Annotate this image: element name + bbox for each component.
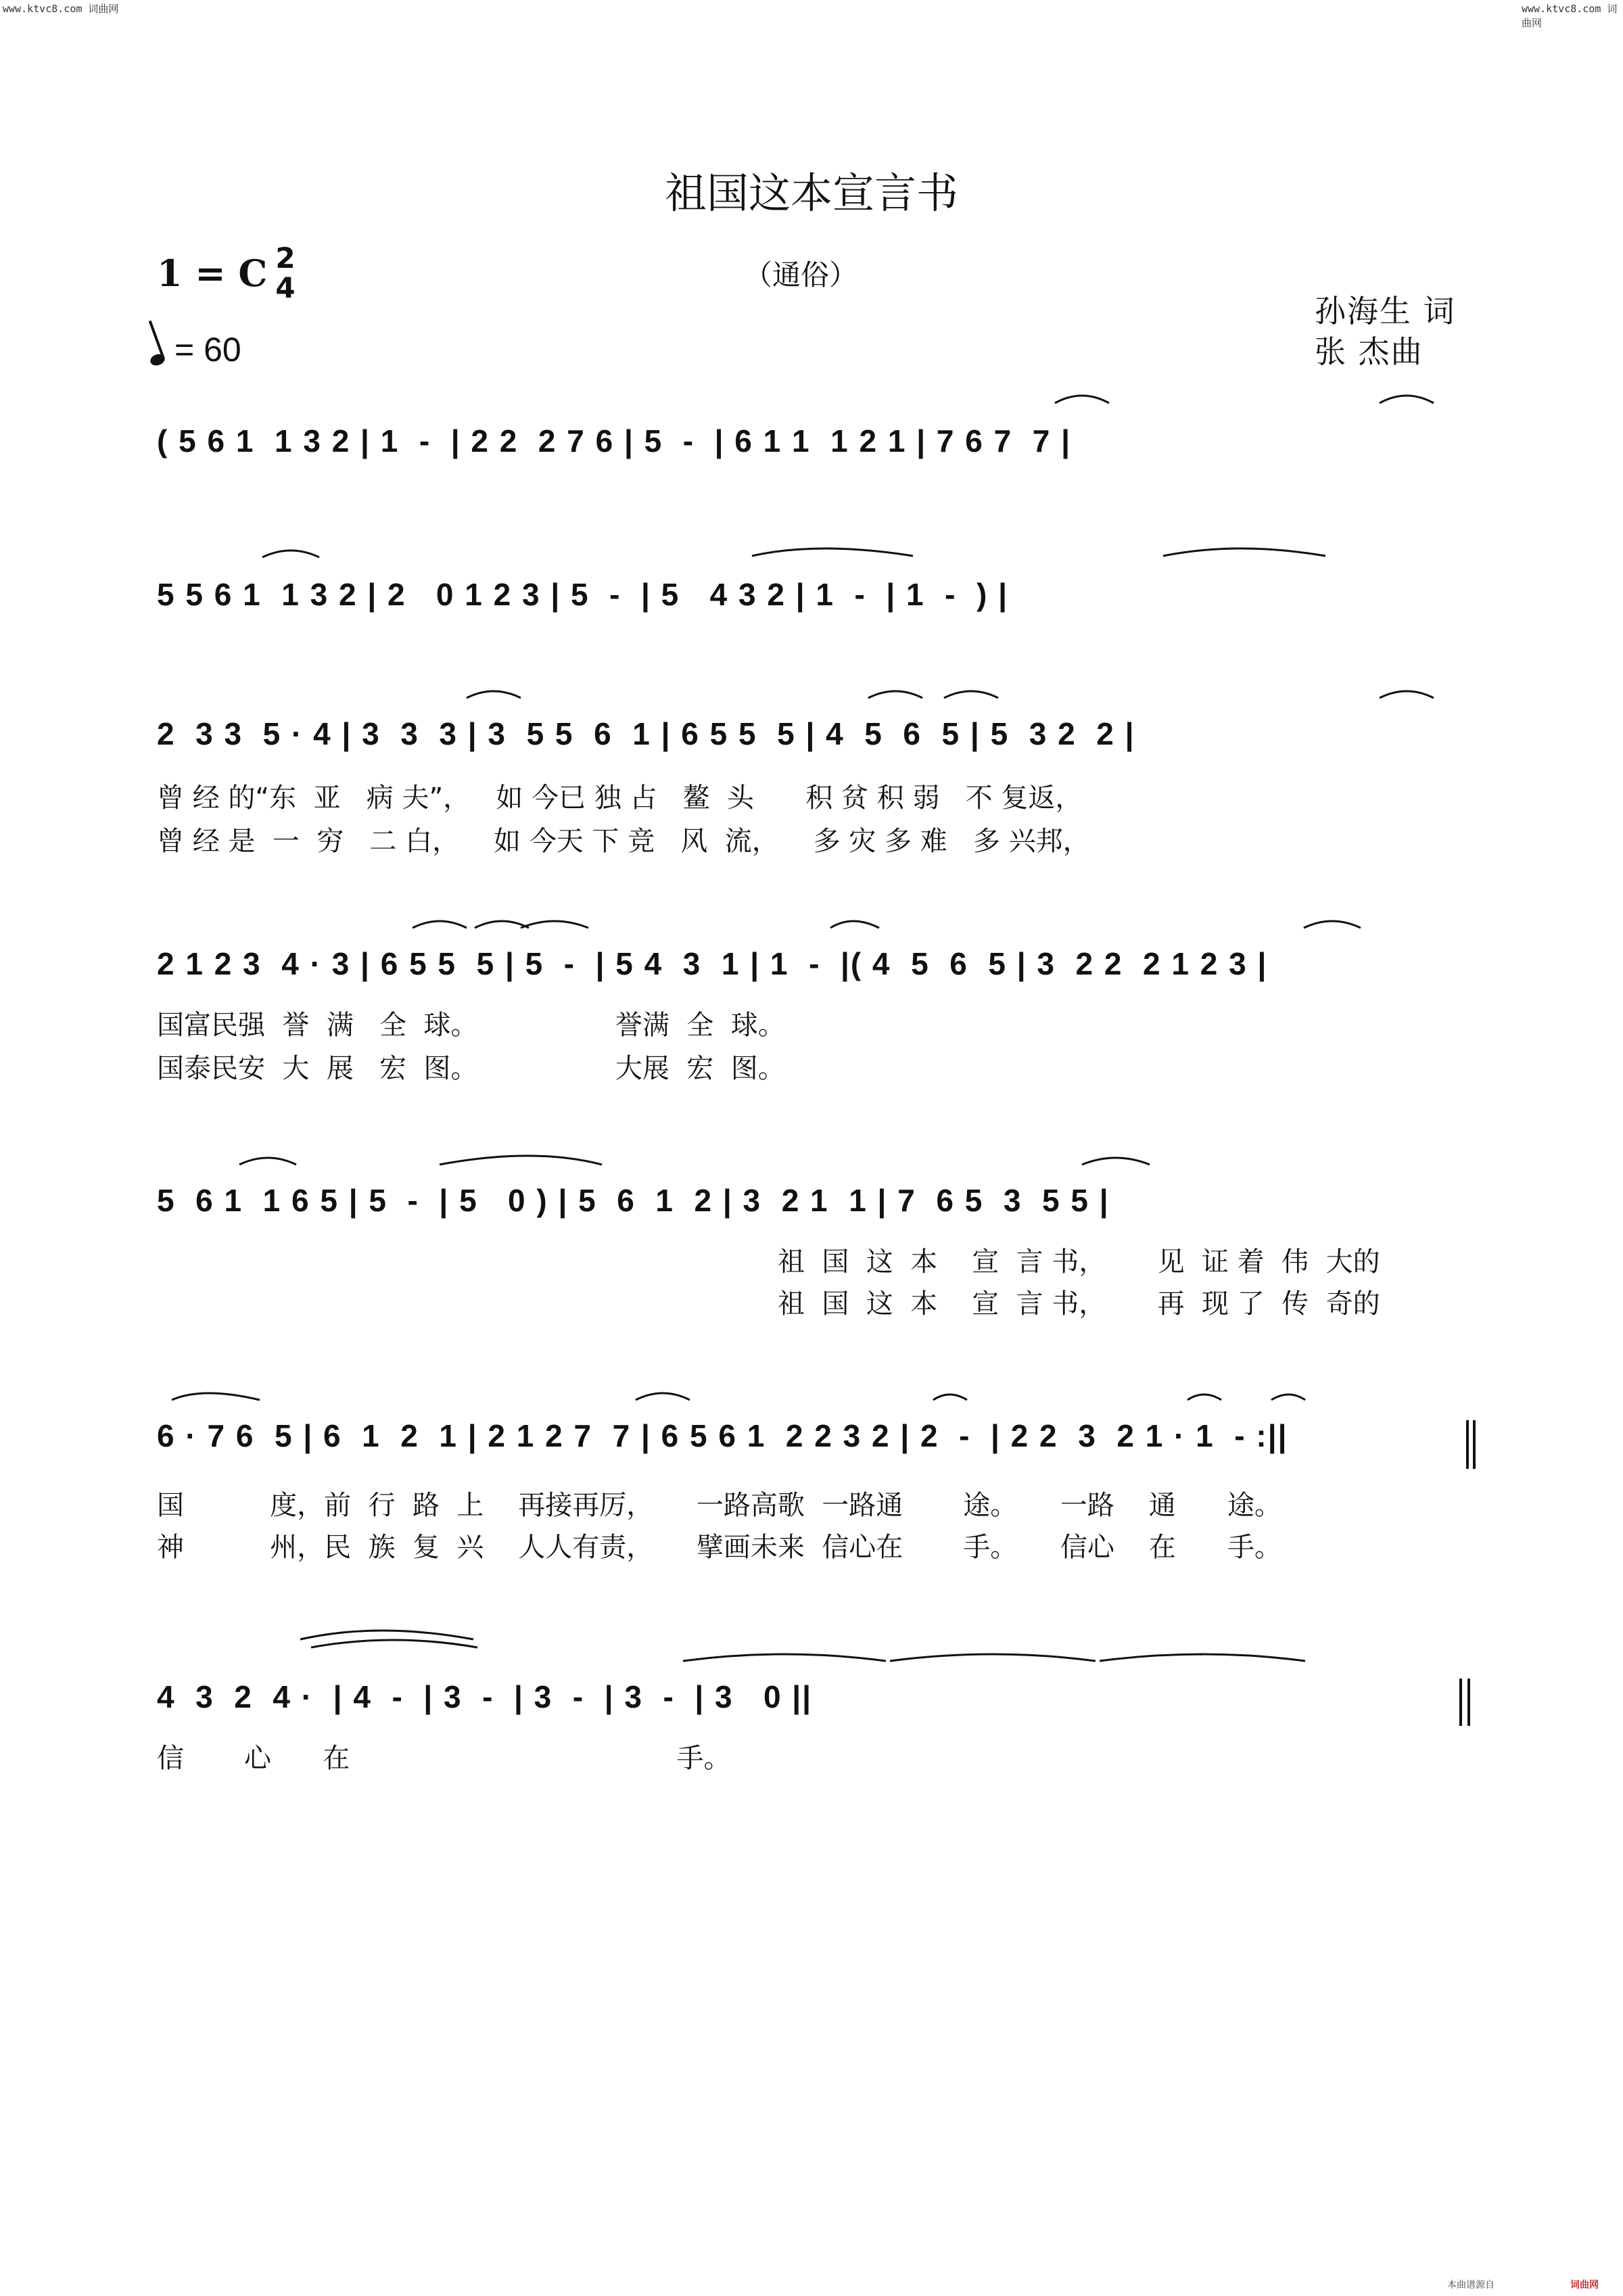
lyrics-line-7-verse-1: 信 心 在 手。 (157, 1743, 731, 1774)
slur-mark (311, 1640, 477, 1647)
lyrics-line-5-verse-2: 祖 国 这 本 宣 言 书， 再 现 了 传 奇的 (778, 1288, 1380, 1319)
score-title: 祖国这本宣言书 (664, 168, 958, 218)
slur-mark (1187, 1395, 1221, 1400)
lyrics-line-4-verse-1: 国富民强 誉 满 全 球。 誉满 全 球。 (157, 1010, 785, 1041)
slur-mark (1380, 691, 1434, 698)
tempo-value: = 60 (174, 331, 241, 369)
score-line-2: 5 5 6 1 1 3 2 | 2 0 1 2 3 | 5 - | 5 4 3 2 | 1 - | 1 - ) | (157, 577, 1009, 612)
slur-mark (1100, 1654, 1305, 1661)
slur-mark (413, 921, 467, 928)
score-line-5: 5 6 1 1 6 5 | 5 - | 5 0 ) | 5 6 1 2 | 3 2 1 1 | 7 6 5 3 5 5 | (157, 1183, 1110, 1218)
score-subtitle: （通俗） (744, 258, 858, 291)
key-signature: 1 = C (157, 252, 268, 295)
score-line-1: ( 5 6 1 1 3 2 | 1 - | 2 2 2 7 6 | 5 - | 6 1 1 1 2 1 | 7 6 7 7 | (157, 423, 1072, 459)
slur-mark (440, 1156, 602, 1165)
time-signature-top: 2 (275, 241, 296, 275)
slur-mark (1082, 1158, 1150, 1165)
lyrics-line-3-verse-2: 曾 经 是 一 穷 二 白， 如 今天 下 竞 风 流， 多 灾 多 难 多 兴邦， (157, 826, 1090, 857)
slur-mark (752, 548, 913, 556)
slur-mark (262, 550, 319, 557)
slur-mark (933, 1395, 967, 1400)
slur-mark (521, 921, 588, 928)
composer-credit: 张 杰曲 (1315, 333, 1424, 370)
site-header-right: www.ktvc8.com 词曲网 (1522, 3, 1618, 29)
slur-mark (1055, 396, 1109, 403)
lyrics-line-3-verse-1: 曾 经 的“东 亚 病 夫”， 如 今已 独 占 鳌 头 积 贫 积 弱 不 复返， (157, 782, 1083, 814)
slur-mark (1163, 548, 1325, 556)
slur-mark (1271, 1395, 1305, 1400)
lyrics-line-6-verse-1: 国 度，前 行 路 上 再接再厉， 一路高歌 一路通 途。 一路 通 途。 (157, 1490, 1282, 1521)
slur-mark (944, 691, 998, 698)
score-line-4: 2 1 2 3 4 · 3 | 6 5 5 5 | 5 - | 5 4 3 1 | 1 - |( 4 5 6 5 | 3 2 2 2 1 2 3 | (157, 946, 1268, 981)
footer-site-name: 词曲网 (1570, 2280, 1599, 2291)
slur-mark (172, 1393, 260, 1400)
slur-mark (890, 1654, 1096, 1661)
slur-mark (1304, 921, 1361, 928)
lyricist-credit: 孙海生 词 (1315, 293, 1456, 329)
slur-mark (683, 1654, 886, 1661)
lyrics-line-5-verse-1: 祖 国 这 本 宣 言 书， 见 证 着 伟 大的 (778, 1246, 1380, 1278)
score-line-3: 2 3 3 5 · 4 | 3 3 3 | 3 5 5 6 1 | 6 5 5 5 | 4 5 6 5 | 5 3 2 2 | (157, 716, 1135, 751)
site-header-left: www.ktvc8.com 词曲网 (3, 3, 119, 15)
lyrics-line-6-verse-2: 神 州，民 族 复 兴 人人有责， 擘画未来 信心在 手。 信心 在 手。 (157, 1532, 1282, 1563)
slur-mark (868, 691, 922, 698)
slur-mark (830, 921, 879, 928)
slur-mark (467, 691, 521, 698)
slur-mark (239, 1158, 296, 1165)
slur-mark (300, 1631, 473, 1639)
lyrics-line-4-verse-2: 国泰民安 大 展 宏 图。 大展 宏 图。 (157, 1053, 785, 1084)
slur-mark (636, 1393, 690, 1400)
footer-source-label: 本曲谱源自 (1447, 2280, 1495, 2291)
score-line-6: 6 · 7 6 5 | 6 1 2 1 | 2 1 2 7 7 | 6 5 6 1 2 2 3 2 | 2 - | 2 2 3 2 1 · 1 - :|| (157, 1418, 1288, 1453)
time-signature-bottom: 4 (275, 271, 296, 304)
slur-mark (1380, 396, 1434, 403)
score-line-7: 4 3 2 4 · | 4 - | 3 - | 3 - | 3 - | 3 0 || (157, 1679, 813, 1714)
